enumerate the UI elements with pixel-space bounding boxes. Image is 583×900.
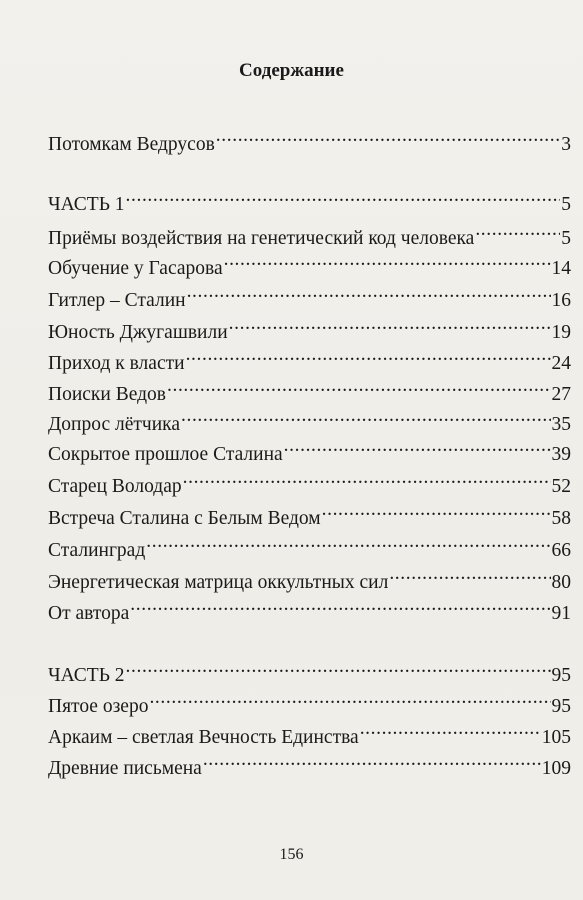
toc-entry <box>48 310 571 343</box>
toc-entry <box>48 246 571 279</box>
toc-entry-title: Древние письмена <box>48 758 202 779</box>
dot-leader <box>389 560 550 588</box>
toc-entry-page: 14 <box>551 258 571 279</box>
toc-entry-title: Поиски Ведов <box>48 384 166 405</box>
toc-entry-title: Потомкам Ведрусов <box>48 134 215 155</box>
dot-leader <box>130 591 550 619</box>
toc-entry <box>48 216 571 249</box>
toc-entry-page: 35 <box>551 414 571 435</box>
toc-entry-page: 19 <box>551 322 571 343</box>
toc-entry <box>48 528 571 561</box>
dot-leader <box>167 372 551 400</box>
toc-entry-page: 24 <box>551 353 571 374</box>
toc-entry-page: 91 <box>551 603 571 624</box>
toc-entry-title: ЧАСТЬ 2 <box>48 665 125 686</box>
toc-entry-title: Старец Володар <box>48 476 182 497</box>
toc-entry-title: Юность Джугашвили <box>48 322 228 343</box>
toc-entry-title: Пятое озеро <box>48 696 149 717</box>
toc-entry-title: Сталинград <box>48 540 146 561</box>
toc-entry-page: 16 <box>551 290 571 311</box>
toc-entry <box>48 402 571 435</box>
dot-leader <box>186 341 551 369</box>
toc-entry-page: 95 <box>551 665 571 686</box>
dot-leader <box>149 684 550 712</box>
toc-entry-page: 66 <box>551 540 571 561</box>
dot-leader <box>284 432 551 460</box>
toc-entry-title: Обучение у Гасарова <box>48 258 223 279</box>
toc-entry-title: Энергетическая матрица оккультных сил <box>48 572 389 593</box>
toc-entry <box>48 278 571 311</box>
dot-leader <box>146 528 550 556</box>
toc-entry <box>48 560 571 593</box>
dot-leader <box>224 246 551 274</box>
dot-leader <box>216 122 560 150</box>
toc-entry <box>48 122 571 155</box>
toc-entry-page: 52 <box>551 476 571 497</box>
dot-leader <box>187 278 551 306</box>
dot-leader <box>322 496 551 524</box>
toc-entry-page: 5 <box>561 228 571 249</box>
toc-entry-title: Аркаим – светлая Вечность Единства <box>48 727 359 748</box>
toc-entry-title: Приход к власти <box>48 353 185 374</box>
toc-entry <box>48 464 571 497</box>
toc-entry-title: Гитлер – Сталин <box>48 290 186 311</box>
toc-entry <box>48 496 571 529</box>
dot-leader <box>126 182 561 210</box>
toc-entry <box>48 432 571 465</box>
dot-leader <box>183 464 551 492</box>
toc-entry-title: ЧАСТЬ 1 <box>48 194 125 215</box>
toc-heading: Содержание <box>239 60 344 81</box>
toc-entry-title: Сокрытое прошлое Сталина <box>48 444 283 465</box>
dot-leader <box>229 310 551 338</box>
dot-leader <box>475 216 560 244</box>
toc-entry <box>48 591 571 624</box>
toc-entry-page: 80 <box>551 572 571 593</box>
toc-entry-title: Приёмы воздействия на генетический код человека <box>48 228 475 249</box>
dot-leader <box>181 402 551 430</box>
toc-entry <box>48 182 571 215</box>
toc-entry-page: 27 <box>551 384 571 405</box>
toc-entry <box>48 341 571 374</box>
toc-entry-page: 39 <box>551 444 571 465</box>
dot-leader <box>203 746 541 774</box>
toc-entry <box>48 715 571 748</box>
toc-entry-title: От автора <box>48 603 130 624</box>
dot-leader <box>126 653 551 681</box>
toc-entry-page: 58 <box>551 508 571 529</box>
toc-entry-title: Допрос лётчика <box>48 414 180 435</box>
toc-entry-page: 5 <box>561 194 571 215</box>
toc-entry-page: 3 <box>561 134 571 155</box>
toc-entry <box>48 684 571 717</box>
toc-entry-title: Встреча Сталина с Белым Ведом <box>48 508 321 529</box>
toc-entry-page: 105 <box>541 727 571 748</box>
toc-entry-page: 109 <box>541 758 571 779</box>
dot-leader <box>360 715 541 743</box>
toc-entry <box>48 372 571 405</box>
toc-entry <box>48 653 571 686</box>
toc-entry-page: 95 <box>551 696 571 717</box>
toc-entry <box>48 746 571 779</box>
page-number: 156 <box>279 846 304 863</box>
